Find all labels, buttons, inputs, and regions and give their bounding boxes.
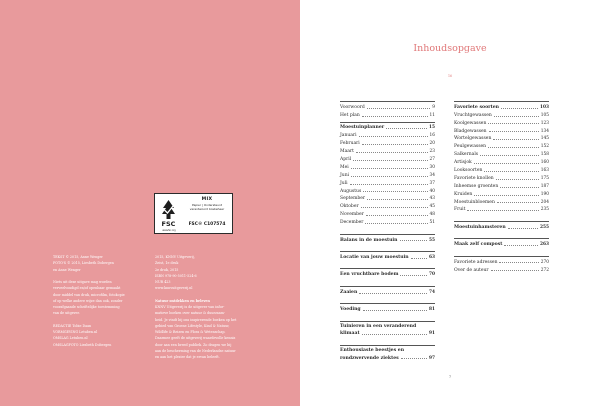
colophon-line: KNNV Uitgeverij is de uitgever van infor- [155, 305, 225, 309]
toc-entry-month[interactable]: April 27 [340, 157, 435, 163]
toc-entry-klimaat-line1[interactable]: Tuinieren in een veranderend [340, 324, 417, 329]
toc-column-left [340, 101, 435, 361]
fsc-license-code: FSC® C107574 [188, 222, 226, 227]
toc-entry-soort[interactable]: Peulgewassen 152 [454, 144, 549, 150]
fsc-line-1: Papier | Ondersteunt [192, 203, 222, 207]
colophon-line: heid. Je vindt bij ons inspirerende boeken op het [155, 317, 237, 322]
colophon-line: en aan het plezier dat je ervan beleeft. [155, 355, 220, 359]
toc-entry-soort[interactable]: Bladgewassen 134 [454, 128, 549, 134]
right-page [300, 0, 600, 406]
toc-entry-soort[interactable]: Moestuinbloemen 204 [454, 199, 549, 205]
fsc-tree-checkmark-icon [158, 197, 179, 231]
colophon-line: 2015, KNNV Uitgeverij, [155, 255, 195, 259]
colophon-line: verveelvoudigd en/of openbaar gemaakt [53, 286, 121, 291]
colophon-column-1 [53, 254, 146, 348]
toc-entry-month[interactable]: Maart 23 [340, 149, 435, 155]
colophon-line: van de uitgever. [53, 311, 80, 316]
toc-entry-soort[interactable]: Inheemse groenten 187 [454, 183, 549, 189]
colophon-line: en Anne Wenger [53, 267, 81, 272]
toc-entry-soort[interactable]: Kruiden 190 [454, 191, 549, 197]
toc-entry-month[interactable]: Juli 37 [340, 180, 435, 186]
toc-entry-beestjes-line2[interactable]: rondzwervende ziektes 97 [340, 355, 435, 361]
toc-entry-klimaat-line2[interactable]: klimaat 91 [340, 331, 435, 337]
toc-entry-month[interactable]: Januari 16 [340, 133, 435, 139]
colophon-line: gebied van Groene Lifestyle, Kind & Natuur, [155, 323, 230, 328]
toc-entry-soort[interactable]: Koolgewassen 123 [454, 120, 549, 126]
fsc-url: www.fsc.org [162, 229, 176, 232]
toc-entry-month[interactable]: Juni 34 [340, 172, 435, 178]
colophon-line: 2e druk, 2015 [155, 267, 179, 272]
toc-entry-moestuinhamsteren[interactable]: Moestuinhamsteren 255 [454, 224, 549, 230]
toc-entry-month[interactable]: November 48 [340, 212, 435, 218]
toc-entry-adressen[interactable]: Favoriete adressen 270 [454, 259, 549, 265]
colophon-line: Daarmee geeft de uitgeverij waardevolle kennis [155, 336, 236, 341]
toc-entry-soort[interactable]: Fruit 235 [454, 207, 549, 213]
colophon-line: voorafgaande schriftelijke toestemming [53, 305, 120, 309]
fsc-label [154, 193, 233, 234]
toc-entry-month[interactable]: December 51 [340, 220, 435, 226]
toc-entry-month[interactable]: Augustus 40 [340, 188, 435, 194]
toc-entry-month[interactable]: September 43 [340, 196, 435, 202]
toc-entry-soort[interactable]: Vruchtgewassen 105 [454, 112, 549, 118]
svg-text:FSC: FSC [161, 220, 176, 228]
toc-entry-month[interactable]: Februari 20 [340, 141, 435, 147]
colophon-line: TEKST © 2015, Anne Wenger [53, 255, 103, 259]
colophon-line: of op welke andere wijze dan ook, zonder [53, 298, 123, 303]
colophon-credit-omslag: OMSLAG Letuben.nl [53, 336, 88, 341]
toc-column-right [454, 101, 549, 273]
colophon-line: Zeist, 1e druk [155, 261, 179, 266]
toc-entry-soort[interactable]: Looksoorten 163 [454, 168, 549, 174]
toc-entry-moestuinplanner[interactable]: Moestuinplanner 15 [340, 125, 435, 131]
toc-entry-soort[interactable]: Artisjok 160 [454, 160, 549, 166]
toc-title-number: 16 [447, 74, 453, 78]
colophon-line: matieve boeken over natuur & duurzaam- [155, 311, 225, 316]
toc-entry-favoriete-soorten[interactable]: Favoriete soorten 103 [454, 104, 549, 110]
toc-entry-balans[interactable]: Balans in de moestuin 55 [340, 237, 435, 243]
colophon-column-2 [155, 254, 250, 360]
colophon-isbn: ISBN 978-90-5011-524-6 [155, 273, 197, 278]
colophon-line: door aan een breed publiek. Zo dragen we bij [155, 342, 232, 347]
colophon-line: FOTO'S © 2015, Liesbeth Dobergen [53, 261, 114, 266]
toc-entry-locatie[interactable]: Locatie van jouw moestuin 63 [340, 254, 435, 260]
toc-entry-soort[interactable]: Favoriete knollen 175 [454, 175, 549, 181]
toc-entry-voeding[interactable]: Voeding 81 [340, 307, 435, 313]
toc-entry-soort[interactable]: Salkernals 158 [454, 152, 549, 158]
fsc-mix-label: MIX [201, 197, 213, 202]
page-number: 7 [448, 375, 452, 379]
toc-entry-zaaien[interactable]: Zaaien 74 [340, 289, 435, 295]
toc-entry-auteur[interactable]: Over de auteur 272 [454, 267, 549, 273]
colophon-credit-omslagfoto: OMSLAGFOTO Liesbeth Dobergen [53, 342, 112, 347]
colophon-credit-redactie: REDACTIE Tobie Daan [53, 323, 92, 328]
toc-entry-month[interactable]: Mei 30 [340, 164, 435, 170]
fsc-line-2: verantwoord bosbeheer [189, 207, 225, 211]
toc-entry-het-plan[interactable]: Het plan 11 [340, 112, 435, 118]
colophon-line: Wildlife & Reizen en Flora & Wetenschap. [155, 330, 226, 334]
colophon-line: door middel van druk, microfilm, fotokopie [53, 292, 125, 297]
colophon-website: www.knnvuitgeverij.nl [155, 286, 193, 291]
colophon-heading: Natuur ontdekken en beleven [155, 298, 210, 303]
toc-entry-month[interactable]: Oktober 45 [340, 204, 435, 210]
colophon-credit-vormgeving: VORMGEVING Letuben.nl [53, 330, 98, 334]
toc-entry-bodem[interactable]: Een vruchtbare bodem 70 [340, 272, 435, 278]
colophon-nur: NUR 423 [155, 280, 171, 284]
toc-entry-compost[interactable]: Maak zelf compost 263 [454, 242, 549, 248]
colophon-line: aan de bescherming van de Nederlandse natuur [155, 348, 236, 353]
colophon-line: Niets uit deze uitgave mag worden [53, 280, 112, 284]
toc-title: Inhoudsopgave [413, 43, 487, 54]
toc-entry-beestjes-line1[interactable]: Enthousiaste beestjes en [340, 348, 405, 354]
toc-entry-voorwoord[interactable]: Voorwoord 9 [340, 104, 435, 110]
toc-entry-soort[interactable]: Wortelgewassen 145 [454, 136, 549, 142]
